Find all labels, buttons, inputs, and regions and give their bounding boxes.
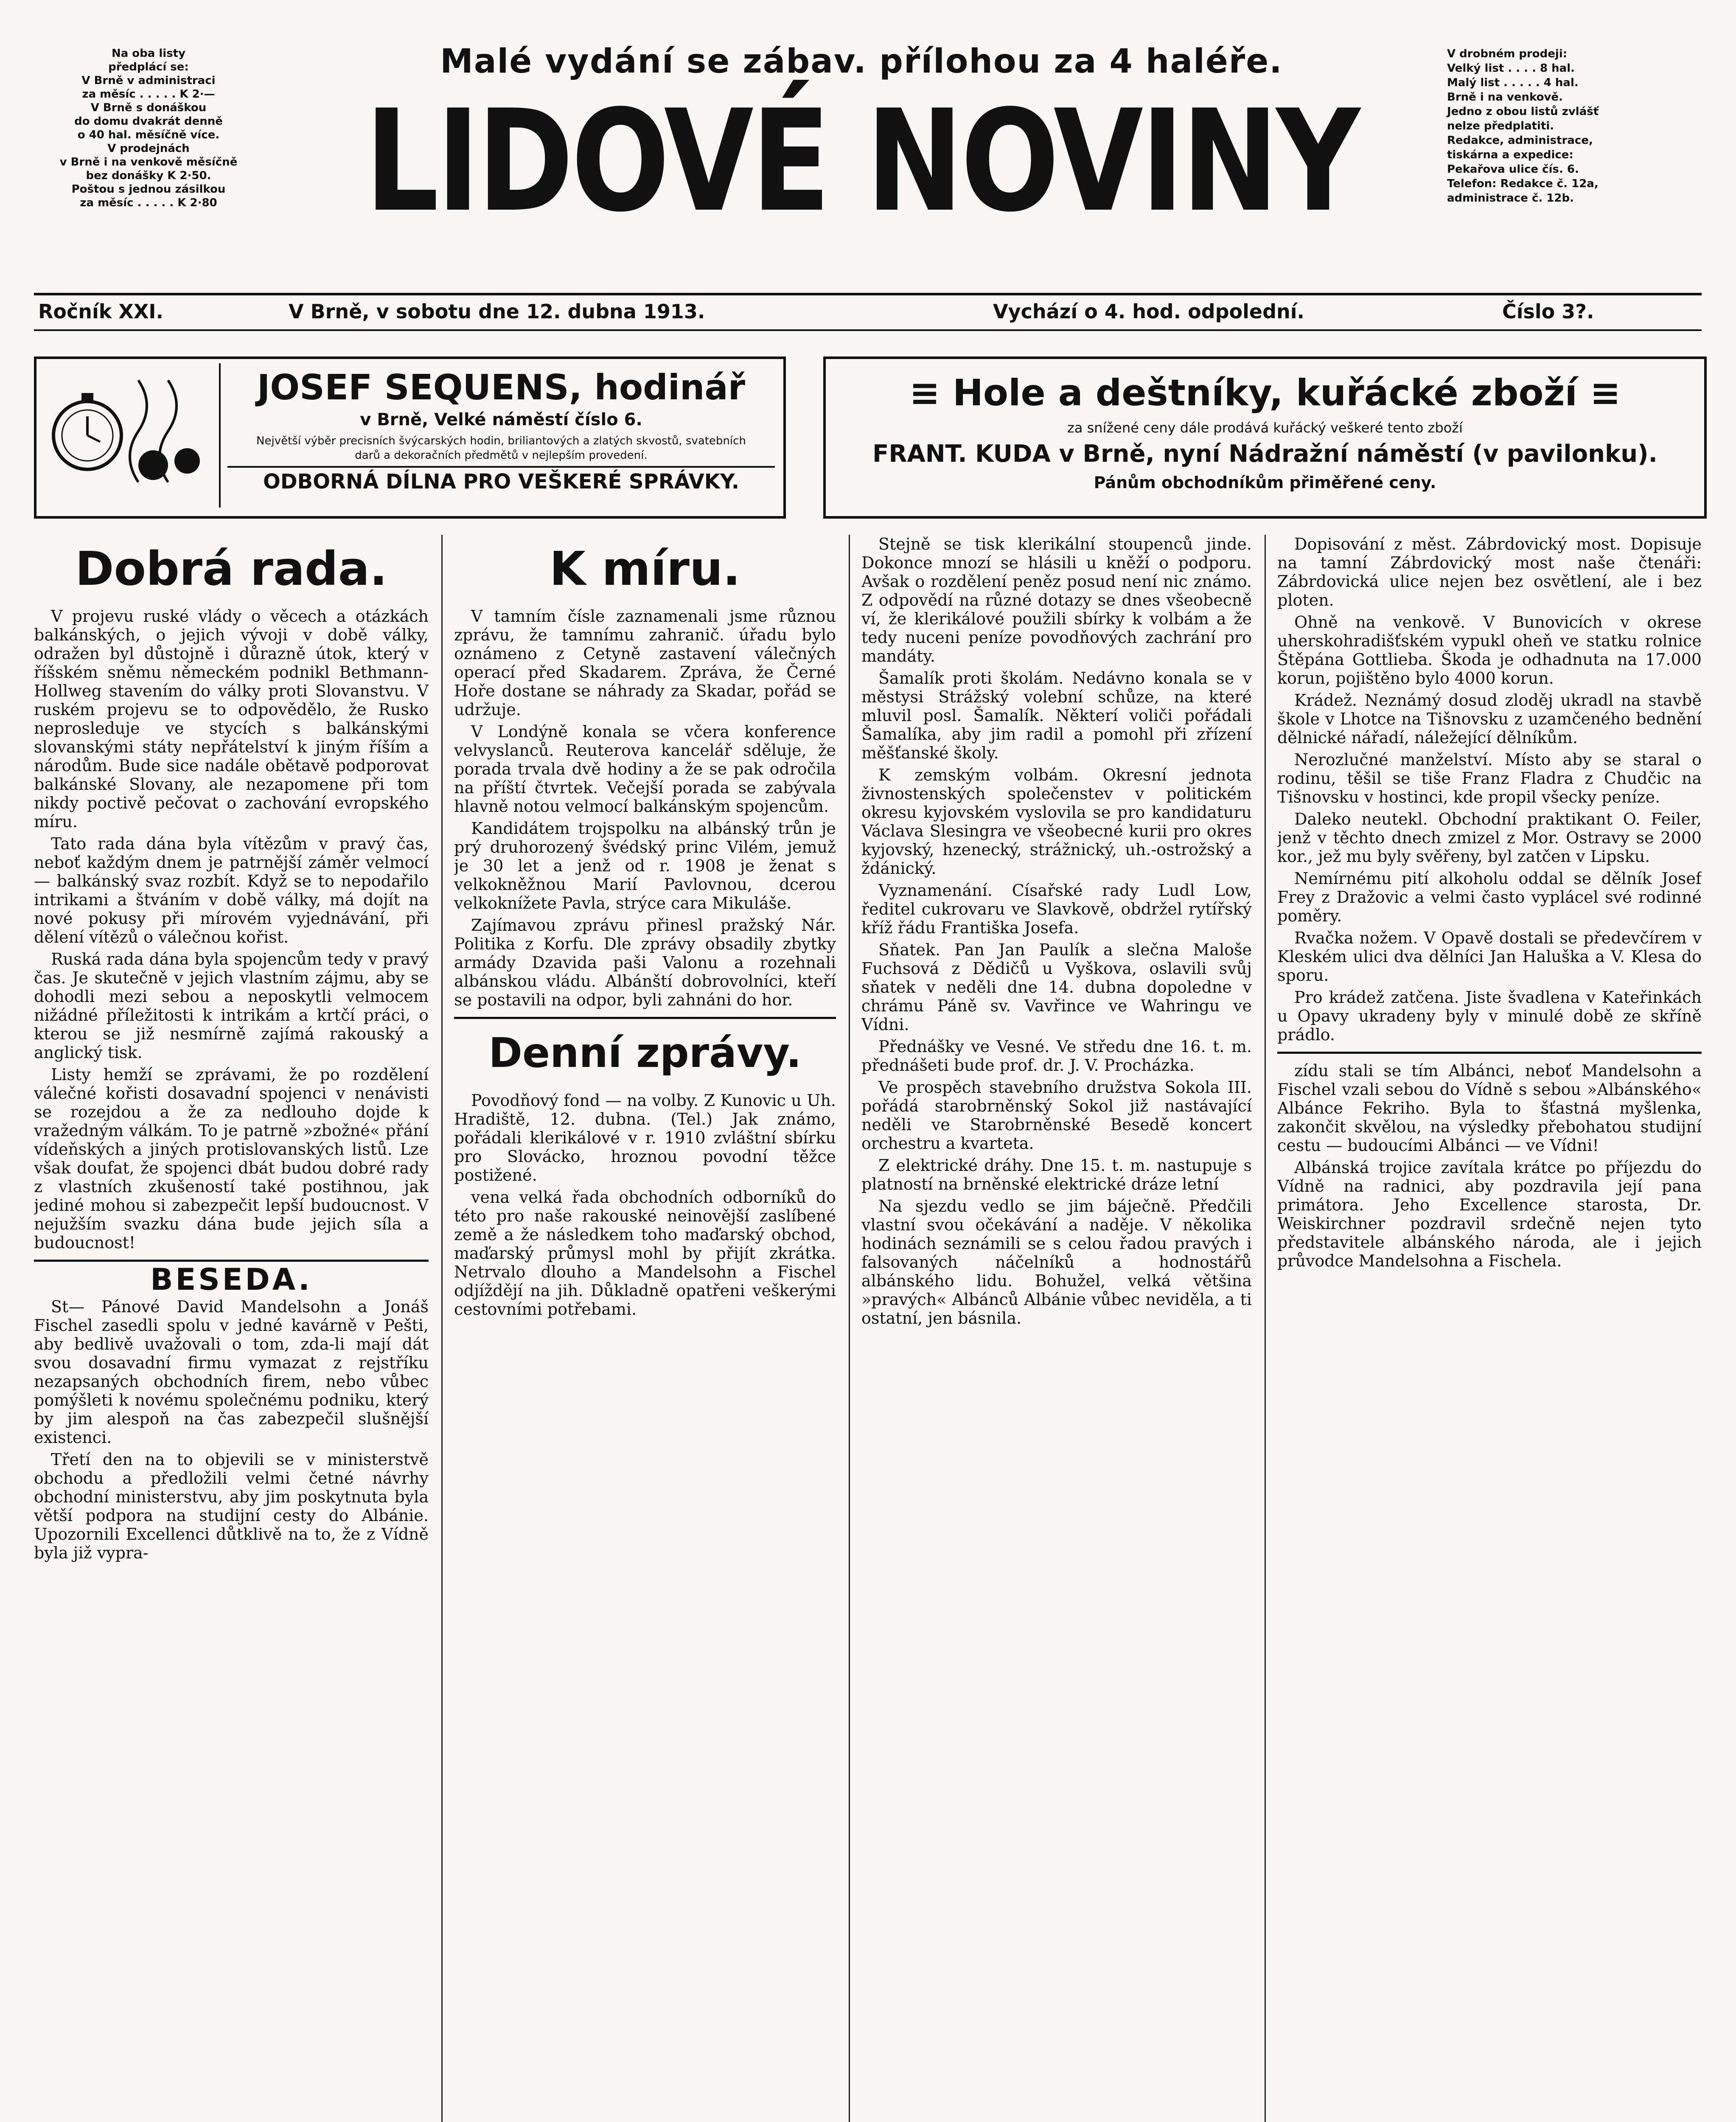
section-denni-zpravy: Denní zprávy. [488, 1029, 802, 1077]
article-paragraph: Tato rada dána byla vítězům v pravý čas, neboť každým dnem je patrnější záměr velmocí — balkánský svaz rozbít. Když se to nepodařilo intrikami a štváním v době války, má dojít na nové pokusy při mírovém vyjednávání, při dělení vítězů o válečnou kořist. [34, 834, 429, 946]
price-box [1447, 47, 1702, 205]
volume: Ročník XXI. [38, 300, 163, 323]
price-line: Pekařova ulice čís. 6. [1447, 163, 1579, 176]
price-line: Redakce, administrace, [1447, 134, 1593, 147]
subscription-line: za měsíc . . . . . K 2·80 [80, 196, 217, 209]
article-columns [34, 535, 1702, 2122]
subscription-line: Poštou s jednou zásilkou [71, 183, 226, 196]
subscription-line: V Brně v administraci [81, 74, 216, 87]
subscription-line: v Brně i na venkově měsíčně [59, 156, 238, 168]
ad-kuda [823, 356, 1707, 519]
ad2-subtitle: za snížené ceny dále prodává kuřácký veškeré tento zboží [1067, 420, 1463, 436]
article-paragraph: V Londýně konala se včera konference velvyslanců. Reuterova kancelář sděluje, že porada trvala dvě hodiny a že se pak odročila na příští čtvrtek. Večejší porada se zabývala hlavně notou velmocí balkánským spojencům. [454, 722, 836, 816]
ad2-title: ≡ Hole a deštníky, kuřácké zboží ≡ [909, 372, 1621, 414]
article-paragraph: Třetí den na to objevili se v ministerstvě obchodu a předložili velmi četné návrhy obchodní ministerstvu, aby jim poskytnuta byla větší podpora na studijní cesty do Albánie. Upozornili Excellenci důtklivě na to, že z Vídně byla již vypra- [34, 1450, 429, 1562]
article-paragraph: Ohně na venkově. V Bunovicích v okrese uherskohradišťském vypukl oheň ve statku rolnice Štěpána Gottlieba. Škoda je odhadnuta na 17.000 korun, pojištěno bylo 4000 korun. [1277, 613, 1702, 688]
column-1 [34, 535, 429, 2122]
article-paragraph: Povodňový fond — na volby. Z Kunovic u Uh. Hradiště, 12. dubna. (Tel.) Jak známo, pořádali klerikálové v r. 1910 zvláštní sbírku pro Slovácko, hroznou povodní těžce postižené. [454, 1091, 836, 1185]
article-paragraph: Listy hemží se zprávami, že po rozdělení válečné kořisti dosavadní spojenci v nenávisti se rozejdou a že za nedlouho dojde k vražedným válkám. To je patrně »zbožné« přání vídeňských a jiných protislovanských listů. Lze však doufat, že spojenci dbát budou dobré rady z vlastních zkušeností také postihnou, jak jediné mohou si zabezpečit lepší budoucnost. V nejužším svazku dána bude jejich síla a budoucnost! [34, 1065, 429, 1252]
column-2 [454, 535, 836, 2122]
section-beseda: BESEDA. [150, 1262, 312, 1297]
subscription-line: předplácí se: [108, 61, 189, 73]
ad2-name: FRANT. KUDA v Brně, nyní Nádražní náměstí (v pavilonku). [872, 440, 1657, 468]
advertisements [34, 340, 1702, 526]
issue-time: Vychází o 4. hod. odpolední. [993, 300, 1305, 323]
masthead-area [34, 38, 1702, 293]
subscription-line: V Brně s donáškou [90, 101, 207, 114]
slogan: Malé vydání se zábav. přílohou za 4 haléře. [440, 42, 1283, 81]
watch-illustration [41, 363, 221, 508]
subscription-line: bez donášky K 2·50. [86, 169, 211, 182]
article-paragraph: Nemírnému pití alkoholu oddal se dělník Josef Frey z Dražovic a velmi často vyplácel své rodinné poměry. [1277, 869, 1702, 925]
price-line: nelze předplatiti. [1447, 120, 1554, 132]
article-paragraph: V projevu ruské vlády o věcech a otázkách balkánských, o jejich vývoji v době války, odražen byl důstojně i důrazně útok, který v říšském sněmu německém podnikl Bethmann-Hollweg stavením do války proti Slovanstvu. V ruském projevu se to odpovědělo, že Rusko neprosleduje ve stycích s balkánskými slovanskými státy nepřátelství k jiným říším a národům. Bude sice nadále obětavě podporovat balkánské Slovany, ale nezapomene při tom nikdy poctivě pečovat o zachování evropského míru. [34, 607, 429, 831]
subscription-line: do domu dvakrát denně [74, 115, 223, 128]
article-paragraph: Na sjezdu vedlo se jim báječně. Předčili vlastní svou očekávání a naděje. V několika hodinách seznámili se s celou řadou pravých i falsovaných náčelníků a hodnostářů albánského lidu. Bohužel, velká většina »pravých« Albánců Albánie vůbec neviděla, a ti ostatní, jen básnila. [861, 1197, 1252, 1328]
price-line: Malý list . . . . . 4 hal. [1447, 76, 1579, 89]
price-line: Telefon: Redakce č. 12a, [1447, 177, 1599, 190]
title-block [289, 38, 1434, 242]
article-paragraph: Daleko neutekl. Obchodní praktikant O. Feiler, jenž v těchto dnech zmizel z Mor. Ostravy se 2000 kor., jež mu byly svěřeny, byl zatčen v Lipsku. [1277, 810, 1702, 866]
article-paragraph: Přednášky ve Vesné. Ve středu dne 16. t. m. přednášeti bude prof. dr. J. V. Procházka. [861, 1037, 1252, 1075]
article-paragraph: K zemským volbám. Okresní jednota živnostenských společenstev v politickém okresu kyjovském vyslovila se pro kandidaturu Václava Slesingra ve všeobecné kurii pro okres kyjovský, hzenecký, strážnický, uh.-ostrožský a ždánický. [861, 766, 1252, 878]
article-paragraph: Sňatek. Pan Jan Paulík a slečna Maloše Fuchsová z Dědičů u Vyškova, oslavili svůj sňatek v neděli dne 14. dubna dopoledne v chrámu Páně sv. Vavřince ve Wahringu ve Vídni. [861, 940, 1252, 1034]
newspaper-title: LIDOVÉ NOVINY [365, 80, 1358, 243]
column-4 [1277, 535, 1702, 2122]
dateline [34, 293, 1702, 331]
article-paragraph: Rvačka nožem. V Opavě dostali se předevčírem v Kleském ulici dva dělníci Jan Haluška a V. Klesa do sporu. [1277, 929, 1702, 985]
article-paragraph: V tamním čísle zaznamenali jsme různou zprávu, že tamnímu zahranič. úřadu bylo oznámeno z Cetyně zastavení válečných operací před Skadarem. Zpráva, že Černé Hoře dostane se náhrady za Skadar, pořád se udržuje. [454, 607, 836, 719]
article-paragraph: vena velká řada obchodních odborníků do této pro naše rakouské neinovější zaslíbené země a že následkem toho maďarský obchod, maďarský průmysl mohl by přijít zkrátka. Netrvalo dlouho a Mandelsohn a Fischel odjíždějí na jih. Důkladně opatřeni veškerými cestovními potřebami. [454, 1188, 836, 1319]
price-line: V drobném prodeji: [1447, 48, 1568, 60]
headline-k-miru: K míru. [549, 542, 741, 596]
article-paragraph: Z elektrické dráhy. Dne 15. t. m. nastupuje s platností na brněnské elektrické dráze letní [861, 1156, 1252, 1193]
ad-sequens [34, 356, 786, 519]
subscription-box [34, 47, 263, 210]
article-paragraph: Dopisování z měst. Zábrdovický most. Dopisuje na tamní Zábrdovický most naše čtenáři: Zábrdovická ulice nejen bez osvětlení, ale i bez ploten. [1277, 535, 1702, 609]
article-paragraph: Albánská trojice zavítala krátce po příjezdu do Vídně na radnici, aby pozdravila její pana primátora. Jeho Excellence starosta, Dr. Weiskirchner pozdravil srdečně nejen tyto představitele albánského národa, ale i jejich průvodce Mandelsohna a Fischela. [1277, 1158, 1702, 1270]
date: V Brně, v sobotu dne 12. dubna 1913. [289, 300, 705, 323]
article-paragraph: Šamalík proti školám. Nedávno konala se v městysi Strážský volební schůze, na které mluvil posl. Šamalík. Některí voliči pořádali Šamalíka, aby jim radil a pomohl při zřízení měšťanské školy. [861, 669, 1252, 762]
article-paragraph: Ve prospěch stavebního družstva Sokola III. pořádá starobrněnský Sokol již nastávající neděli ve Starobrněnské Besedě koncert orchestru a kvarteta. [861, 1078, 1252, 1153]
ad1-footer: ODBORNÁ DÍLNA PRO VEŠKERÉ SPRÁVKY. [227, 466, 775, 496]
subscription-line: Na oba listy [111, 47, 186, 60]
column-3 [861, 535, 1252, 2122]
article-paragraph: Vyznamenání. Císařské rady Ludl Low, ředitel cukrovaru ve Slavkově, obdržel rytířský kříž řádu Františka Josefa. [861, 881, 1252, 937]
price-line: tiskárna a expedice: [1447, 149, 1573, 161]
article-paragraph: zídu stali se tím Albánci, neboť Mandelsohn a Fischel vzali sebou do Vídně s sebou »Albánského« Albánce Fekriho. Byla to šťastná myšlenka, zakončit skvělou, na výsledky přebohatou studijní cestu — budoucími Albánci — ve Vídni! [1277, 1061, 1702, 1155]
ad1-subtitle: v Brně, Velké náměstí číslo 6. [360, 410, 642, 429]
article-paragraph: St— Pánové David Mandelsohn a Jonáš Fischel zasedli spolu v jedné kavárně v Pešti, aby bedlivě uvažovali o tom, zda-li mají dát svou dosavadní firmu vymazat z rejstříku nezapsaných obchodních firem, nebo vůbec pomýšleti k novému společnému podniku, který by jim alespoň na čas zabezpečil slušnější existenci. [34, 1297, 429, 1447]
article-paragraph: Pro krádež zatčena. Jiste švadlena v Kateřinkách u Opavy ukradeny byly v minulé době ze skříně prádlo. [1277, 988, 1702, 1044]
ad2-footer: Pánům obchodníkům přiměřené ceny. [1094, 473, 1436, 492]
article-paragraph: Krádež. Neznámý dosud zloděj ukradl na stavbě škole v Lhotce na Tišnovsku z uzamčeného bednění dělnické nářadí, náležející dělníkům. [1277, 691, 1702, 747]
price-line: Velký list . . . . 8 hal. [1447, 62, 1575, 75]
ad1-title: JOSEF SEQUENS, hodinář [257, 368, 746, 408]
headline-dobra-rada: Dobrá rada. [75, 542, 387, 596]
article-paragraph: Ruská rada dána byla spojencům tedy v pravý čas. Je skutečně v jejich vlastním zájmu, aby se dohodli mezi sebou a neposkytli velmocem nižádné příležitosti k intrikám a krtčí práci, o kterou se již nesmírně zajímá rakouský a anglický tisk. [34, 950, 429, 1062]
article-paragraph: Kandidátem trojspolku na albánský trůn je prý druhorozený švédský princ Vilém, jemuž je 30 let a jenž od r. 1908 je ženat s velkokněžnou Marií Pavlovnou, dcerou velkoknížete Pavla, strýce cara Mikuláše. [454, 819, 836, 912]
subscription-line: V prodejnách [107, 142, 190, 155]
subscription-line: za měsíc . . . . . K 2·— [82, 88, 215, 101]
price-line: Brně i na venkově. [1447, 91, 1563, 104]
article-paragraph: Stejně se tisk klerikální stoupenců jinde. Dokonce mnozí se hlásili u kněží o podporu. Avšak o rozdělení peněz posud není nic známo. Z odpovědí na různé dotazy se dnes všeobecně ví, že klerikálové použili sbírky k volbám a že tedy nuceni peníze povodňových zachrání pro mandáty. [861, 535, 1252, 665]
article-paragraph: Nerozlučné manželství. Místo aby se staral o rodinu, těšil se tiše Franz Fladra z Chudčic na Tišnovsku v hostinci, kde propil všecky peníze. [1277, 750, 1702, 806]
ad1-body: Největší výběr precisních švýcarských hodin, briliantových a zlatých skvostů, svatebních darů a dekoračních předmětů v nejlepším provedení. [256, 435, 746, 462]
price-line: Jedno z obou listů zvlášť [1447, 105, 1599, 118]
subscription-line: o 40 hal. měsíčně více. [77, 129, 220, 141]
issue-number: Číslo 3?. [1502, 300, 1594, 323]
price-line: administrace č. 12b. [1447, 192, 1574, 205]
article-paragraph: Zajímavou zprávu přinesl pražský Nár. Politika z Korfu. Dle zprávy obsadily zbytky armády Dzavida paši Valonu a rozehnali albánskou vládu. Albánští dobrovolníci, kteří se postavili na odpor, byli zahnáni do hor. [454, 916, 836, 1009]
